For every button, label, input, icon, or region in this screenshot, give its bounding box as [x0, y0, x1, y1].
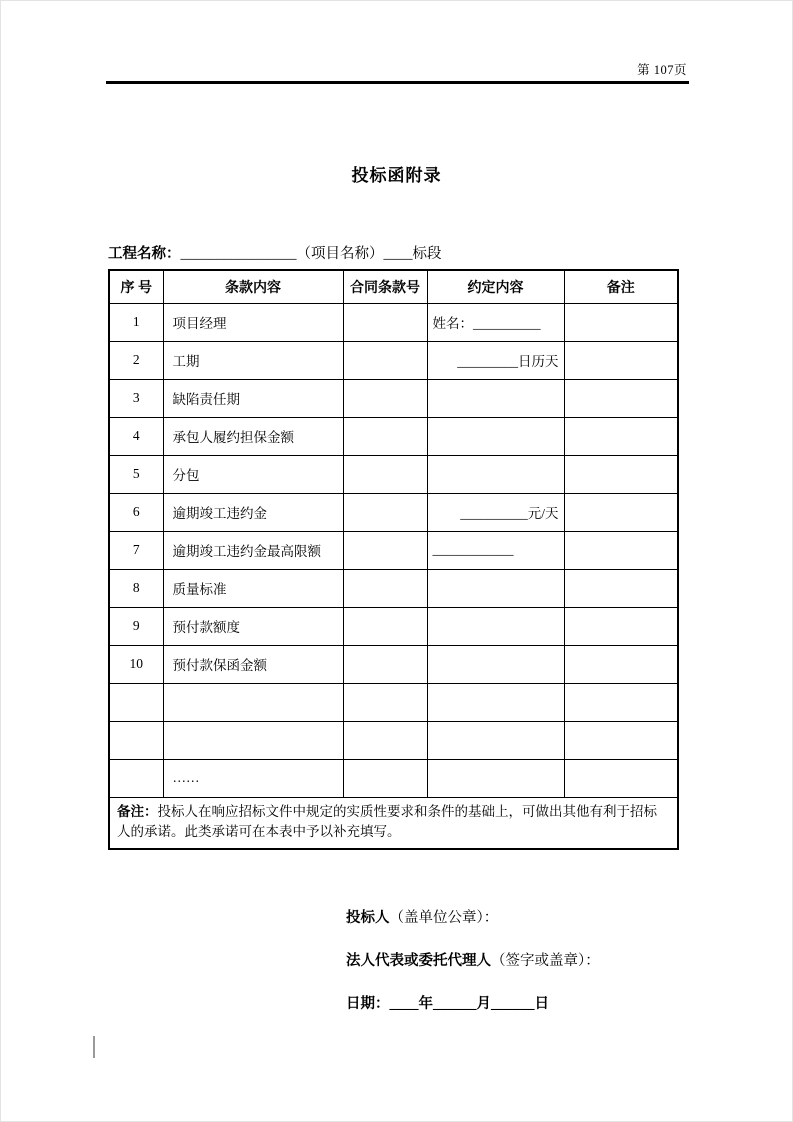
project-name-blank: ________________ [180, 246, 297, 262]
table-row [109, 379, 678, 417]
row-number-cell: 7 [109, 531, 163, 569]
table-row [109, 303, 678, 341]
table-row [109, 341, 678, 379]
clause-content-cell: …… [163, 759, 343, 797]
contract-clause-no-cell [343, 531, 427, 569]
agreed-content-cell [427, 759, 564, 797]
signature-block [346, 906, 600, 1035]
row-number-cell [109, 721, 163, 759]
agreed-content-cell [427, 683, 564, 721]
row-number-cell [109, 759, 163, 797]
row-number-cell: 10 [109, 645, 163, 683]
bidder-seal-line [346, 906, 600, 927]
project-name-paren: （项目名称） [296, 246, 384, 262]
page-number: 第 107页 [637, 63, 687, 77]
row-number-cell: 9 [109, 607, 163, 645]
contract-clause-no-cell [343, 303, 427, 341]
agreed-content-cell [427, 645, 564, 683]
clause-content-cell: 缺陷责任期 [163, 379, 343, 417]
date-label: 日期： [346, 996, 390, 1012]
agreed-content-cell [427, 607, 564, 645]
clause-content-cell: 逾期竣工违约金 [163, 493, 343, 531]
table-header-row [109, 270, 678, 303]
table-row [109, 721, 678, 759]
row-number-cell: 3 [109, 379, 163, 417]
clause-content-cell: 质量标准 [163, 569, 343, 607]
agreed-content-cell [427, 569, 564, 607]
document-title: 投标函附录 [351, 166, 442, 185]
column-header-serial-no: 序 号 [109, 270, 163, 303]
bidder-label: 投标人 [346, 910, 390, 926]
row-number-cell: 4 [109, 417, 163, 455]
clause-content-cell: 预付款保函金额 [163, 645, 343, 683]
text-cursor-mark [93, 1036, 95, 1058]
table-row [109, 607, 678, 645]
row-number-cell [109, 683, 163, 721]
note-label: 备注： [117, 803, 158, 819]
section-blank: ____ [383, 246, 413, 262]
clause-content-cell: 承包人履约担保金额 [163, 417, 343, 455]
contract-clause-no-cell [343, 569, 427, 607]
remark-cell [564, 607, 678, 645]
clause-content-cell: 预付款额度 [163, 607, 343, 645]
legal-representative-line [346, 949, 600, 970]
table-footer [109, 797, 678, 849]
project-name-label: 工程名称： [108, 246, 181, 262]
column-header-contract-clause-no: 合同条款号 [343, 270, 427, 303]
section-label: 标段 [412, 246, 442, 262]
bidder-seal-note: （盖单位公章）： [389, 910, 499, 926]
column-header-remark: 备注 [564, 270, 678, 303]
agreed-content-cell: 姓名：__________ [427, 303, 564, 341]
contract-clause-no-cell [343, 341, 427, 379]
row-number-cell: 2 [109, 341, 163, 379]
remark-cell [564, 493, 678, 531]
agreed-content-cell [427, 417, 564, 455]
row-number-cell: 8 [109, 569, 163, 607]
agreed-content-cell [427, 721, 564, 759]
date-line [346, 992, 600, 1013]
legal-representative-note: （签字或盖章）： [491, 953, 600, 969]
table-row [109, 417, 678, 455]
remark-cell [564, 645, 678, 683]
table-row [109, 531, 678, 569]
table-row [109, 645, 678, 683]
contract-clause-no-cell [343, 379, 427, 417]
contract-clause-no-cell [343, 417, 427, 455]
remark-cell [564, 721, 678, 759]
remark-cell [564, 303, 678, 341]
contract-clause-no-cell [343, 683, 427, 721]
remark-cell [564, 759, 678, 797]
table-row [109, 455, 678, 493]
row-number-cell: 1 [109, 303, 163, 341]
clause-content-cell [163, 721, 343, 759]
remark-cell [564, 569, 678, 607]
table-row [109, 569, 678, 607]
clause-content-cell [163, 683, 343, 721]
contract-clause-no-cell [343, 607, 427, 645]
table-header [109, 270, 678, 303]
clause-content-cell: 分包 [163, 455, 343, 493]
remark-cell [564, 455, 678, 493]
row-number-cell: 5 [109, 455, 163, 493]
contract-clause-no-cell [343, 645, 427, 683]
legal-representative-label: 法人代表或委托代理人 [346, 953, 491, 969]
table-row [109, 683, 678, 721]
column-header-clause-content: 条款内容 [163, 270, 343, 303]
note-text: 投标人在响应招标文件中规定的实质性要求和条件的基础上，可做出其他有利于招标人的承诺。此类承诺可在本表中予以补充填写。 [117, 803, 657, 839]
bid-appendix-table [108, 269, 679, 850]
agreed-content-cell: _________日历天 [427, 341, 564, 379]
row-number-cell: 6 [109, 493, 163, 531]
agreed-content-cell: ____________ [427, 531, 564, 569]
remark-cell [564, 531, 678, 569]
agreed-content-cell [427, 379, 564, 417]
project-name-line [108, 242, 442, 263]
table-row [109, 759, 678, 797]
remark-cell [564, 341, 678, 379]
note-cell [109, 797, 678, 849]
clause-content-cell: 项目经理 [163, 303, 343, 341]
clause-content-cell: 逾期竣工违约金最高限额 [163, 531, 343, 569]
remark-cell [564, 683, 678, 721]
clause-content-cell: 工期 [163, 341, 343, 379]
contract-clause-no-cell [343, 721, 427, 759]
remark-cell [564, 379, 678, 417]
column-header-agreed-content: 约定内容 [427, 270, 564, 303]
table-row [109, 493, 678, 531]
table-body [109, 303, 678, 797]
remark-cell [564, 417, 678, 455]
header-rule [106, 81, 689, 84]
agreed-content-cell: __________元/天 [427, 493, 564, 531]
agreed-content-cell [427, 455, 564, 493]
note-row [109, 797, 678, 849]
contract-clause-no-cell [343, 455, 427, 493]
contract-clause-no-cell [343, 493, 427, 531]
contract-clause-no-cell [343, 759, 427, 797]
date-blanks: ____年______月______日 [389, 996, 549, 1012]
